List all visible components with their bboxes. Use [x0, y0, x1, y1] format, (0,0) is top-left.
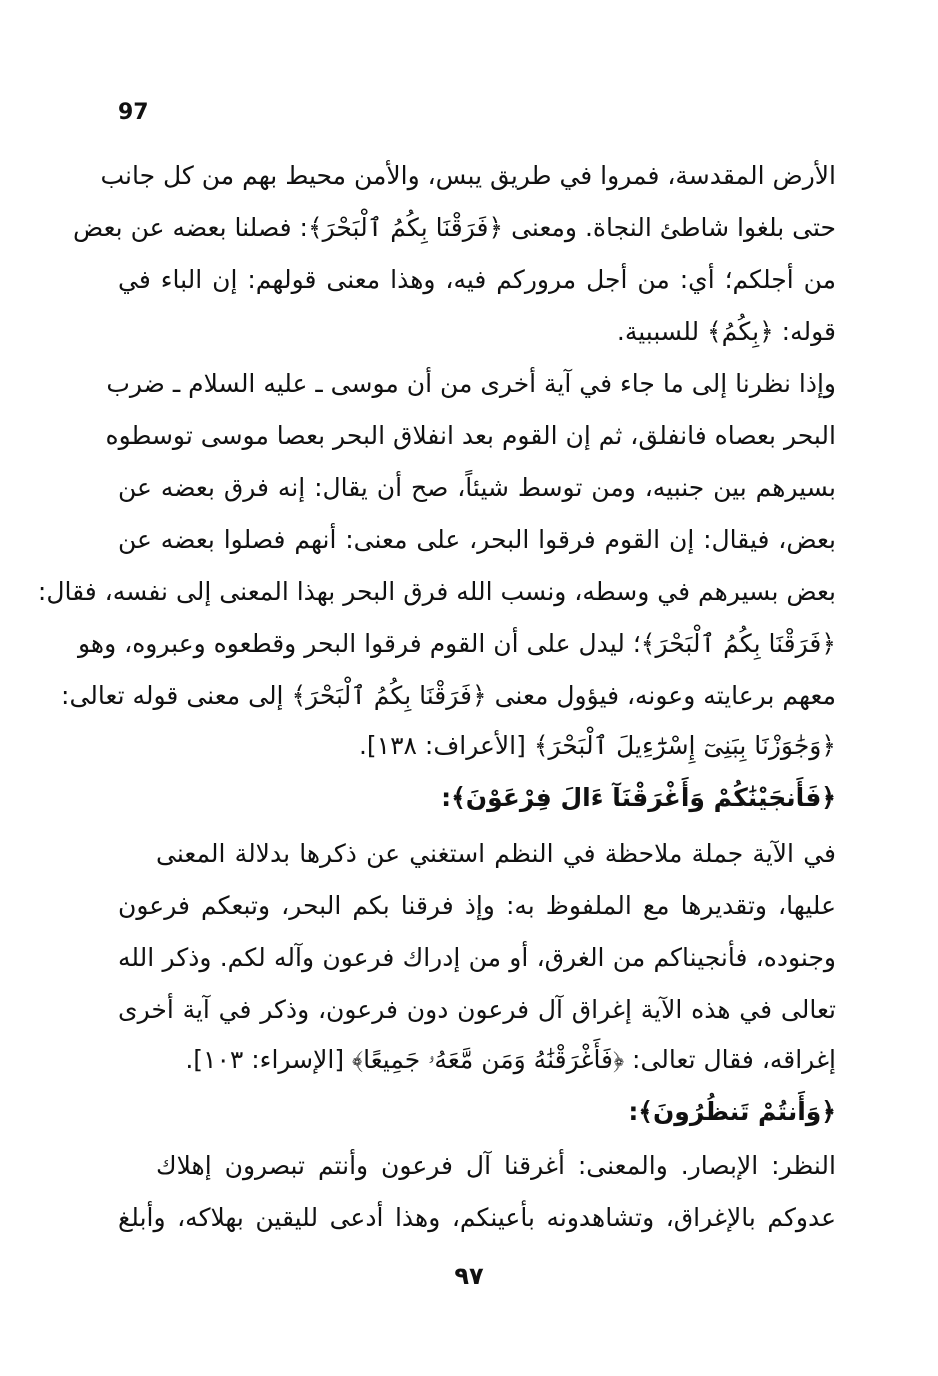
text-line-9: بعض بسيرهم في وسطه، ونسب الله فرق البحر بهذا المعنى إلى نفسه، فقال:: [37, 577, 836, 606]
page-number-top: 97: [118, 100, 149, 125]
text-line-21: عدوكم بالإغراق، وتشاهدونه بأعينكم، وهذا أدعى لليقين بهلاكه، وأبلغ: [118, 1203, 836, 1232]
text-line-3: من أجلكم؛ أي: من أجل مروركم فيه، وهذا معنى قولهم: إن الباء في: [118, 265, 836, 294]
text-line-4: قوله: ﴿بِكُمُ﴾ للسببية.: [616, 317, 836, 346]
text-line-16: وجنوده، فأنجيناكم من الغرق، أو من إدراك فرعون وآله لكم. وذكر الله: [118, 943, 836, 972]
page-body: [37, 0, 836, 1376]
text-line-6: البحر بعصاه فانفلق، ثم إن القوم بعد انفلاق البحر بعصا موسى توسطوه: [105, 421, 836, 450]
text-line-11: معهم برعايته وعونه، فيؤول معنى ﴿فَرَقْنَا بِكُمُ ٱلْبَحْرَ﴾ إلى معنى قوله تعالى:: [61, 681, 836, 710]
text-line-12: ﴿وَجَٰوَزْنَا بِبَنِىٓ إِسْرَٰٓءِيلَ ٱلْبَحْرَ﴾ [الأعراف: ١٣٨].: [358, 731, 836, 760]
text-line-18: إغراقه، فقال تعالى: ﴿فَأَغْرَقْنَٰهُ وَمَن مَّعَهُۥ جَمِيعًا﴾ [الإسراء: ١٠٣].: [185, 1045, 836, 1074]
text-line-7: بسيرهم بين جنبيه، ومن توسط شيئاً، صح أن يقال: إنه فرق بعضه عن: [118, 473, 836, 502]
page-number-bottom: ٩٧: [454, 1262, 484, 1290]
text-line-15: عليها، وتقديرها مع الملفوظ به: وإذ فرقنا بكم البحر، وتبعكم فرعون: [118, 891, 836, 920]
text-line-2: حتى بلغوا شاطئ النجاة. ومعنى ﴿فَرَقْنَا بِكُمُ ٱلْبَحْرَ﴾: فصلنا بعضه عن بعض: [72, 213, 836, 242]
text-line-8: بعض، فيقال: إن القوم فرقوا البحر، على معنى: أنهم فصلوا بعضه عن: [118, 525, 836, 554]
text-line-5: وإذا نظرنا إلى ما جاء في آية أخرى من أن موسى ـ عليه السلام ـ ضرب: [106, 369, 836, 398]
text-line-1: الأرض المقدسة، فمروا في طريق يبس، والأمن محيط بهم من كل جانب: [100, 161, 836, 190]
verse-heading-1: ﴿فَأَنجَيْنَٰكُمْ وَأَغْرَقْنَآ ءَالَ فِرْعَوْنَ﴾:: [441, 783, 836, 812]
text-line-10: ﴿فَرَقْنَا بِكُمُ ٱلْبَحْرَ﴾؛ ليدل على أن القوم فرقوا البحر وقطعوه وعبروه، وهو: [78, 629, 836, 658]
verse-heading-2: ﴿وَأَنتُمْ تَنظُرُونَ﴾:: [628, 1097, 836, 1126]
text-line-17: تعالى في هذه الآية إغراق آل فرعون دون فرعون، وذكر في آية أخرى: [118, 995, 836, 1024]
text-line-14: في الآية جملة ملاحظة في النظم استغني عن ذكرها بدلالة المعنى: [156, 839, 836, 868]
text-line-20: النظر: الإبصار. والمعنى: أغرقنا آل فرعون وأنتم تبصرون إهلاك: [156, 1151, 836, 1180]
